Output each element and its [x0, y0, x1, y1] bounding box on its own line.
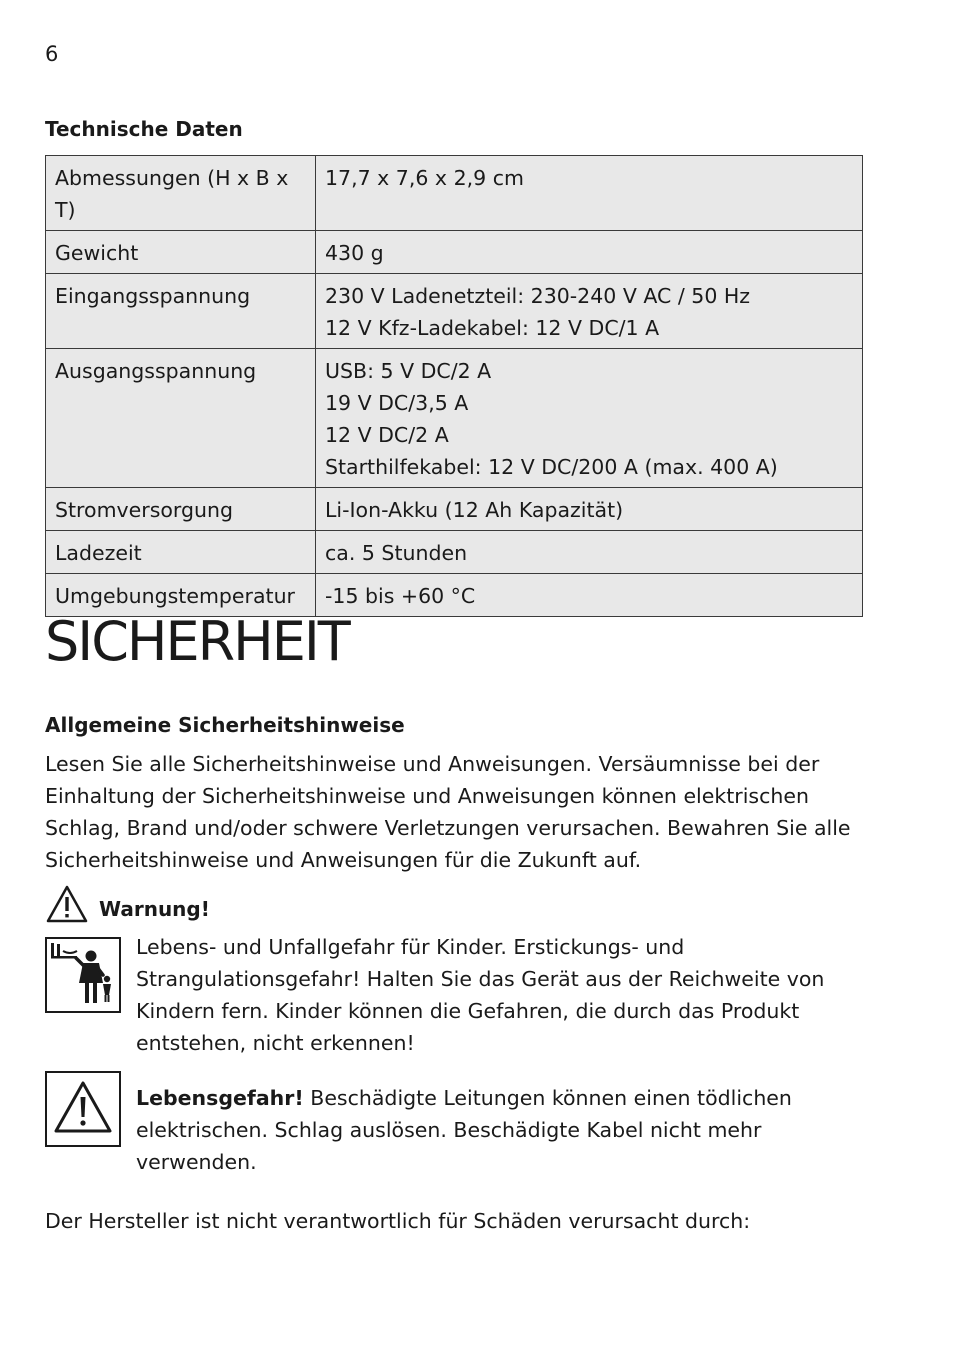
spec-key: Eingangsspannung	[46, 274, 316, 349]
table-row	[46, 531, 863, 574]
spec-value: USB: 5 V DC/2 A 19 V DC/3,5 A 12 V DC/2 A Starthilfekabel: 12 V DC/200 A (max. 400 A)	[316, 349, 863, 488]
manufacturer-text: Der Hersteller ist nicht verantwortlich für Schäden verursacht durch:	[45, 1209, 751, 1233]
warning-header	[45, 884, 210, 924]
spec-value: Li-Ion-Akku (12 Ah Kapazität)	[316, 488, 863, 531]
table-row	[46, 231, 863, 274]
tech-data-table	[45, 155, 863, 617]
table-row	[46, 488, 863, 531]
spec-key: Gewicht	[46, 231, 316, 274]
tech-data-heading: Technische Daten	[45, 117, 243, 141]
danger-triangle-icon	[45, 1071, 121, 1147]
spec-key: Umgebungstemperatur	[46, 574, 316, 617]
spec-key: Abmessungen (H x B x T)	[46, 156, 316, 231]
child-danger-text: Lebens- und Unfallgefahr für Kinder. Erstickungs- und Strangulationsgefahr! Halten Sie das Gerät aus der Reichweite von Kindern fern. Kinder können die Gefahren, die durch das Produkt entstehen, nicht erkennen!	[136, 935, 825, 1055]
spec-key: Stromversorgung	[46, 488, 316, 531]
spec-value: ca. 5 Stunden	[316, 531, 863, 574]
table-row	[46, 349, 863, 488]
spec-value: -15 bis +60 °C	[316, 574, 863, 617]
spec-value: 430 g	[316, 231, 863, 274]
general-safety-heading: Allgemeine Sicherheitshinweise	[45, 713, 405, 737]
warning-label: Warnung!	[99, 897, 210, 921]
danger-body: Beschädigte Leitungen können einen tödlichen elektrischen. Schlag auslösen. Beschädigte Kabel nicht mehr verwenden.	[136, 1086, 792, 1174]
spec-key: Ladezeit	[46, 531, 316, 574]
danger-bold-label: Lebensgefahr!	[136, 1086, 304, 1110]
table-row	[46, 156, 863, 231]
spec-value: 17,7 x 7,6 x 2,9 cm	[316, 156, 863, 231]
page-number: 6	[45, 42, 59, 66]
safety-heading: SICHERHEIT	[45, 610, 349, 673]
spec-value: 230 V Ladenetzteil: 230-240 V AC / 50 Hz 12 V Kfz-Ladekabel: 12 V DC/1 A	[316, 274, 863, 349]
danger-text	[136, 1082, 856, 1178]
spec-key: Ausgangsspannung	[46, 349, 316, 488]
warning-triangle-icon	[45, 884, 89, 924]
table-row	[46, 274, 863, 349]
keep-away-from-children-icon	[45, 937, 121, 1013]
general-safety-text: Lesen Sie alle Sicherheitshinweise und Anweisungen. Versäumnisse bei der Einhaltung der Sicherheitshinweise und Anweisungen können elektrischen Schlag, Brand und/oder schwere Verletzungen verursachen. Bewahren Sie alle Sicherheitshinweise und Anweisungen für die Zukunft auf.	[45, 752, 851, 872]
